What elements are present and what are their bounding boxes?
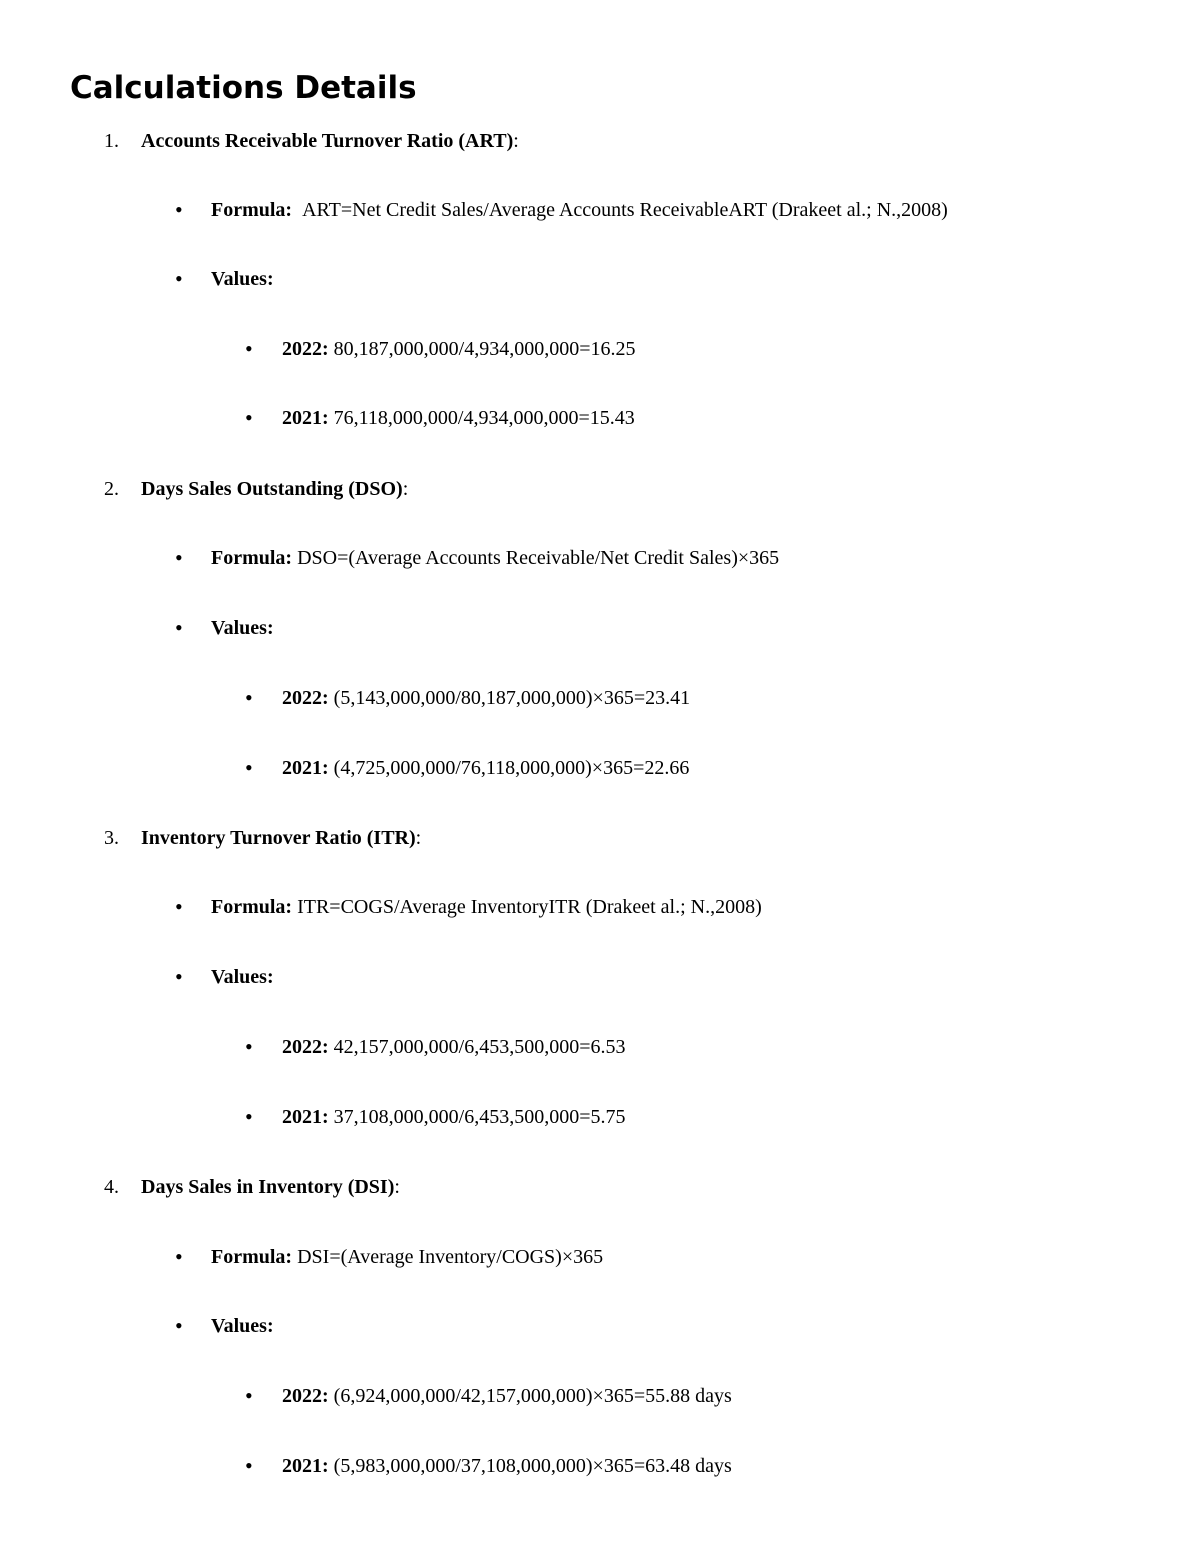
page-title: Calculations Details [70, 70, 417, 106]
values-label: Values: [211, 1315, 274, 1337]
value-year: 2021: [282, 757, 329, 779]
value-calc: 37,108,000,000/6,453,500,000=5.75 [333, 1106, 626, 1128]
value-calc: (4,725,000,000/76,118,000,000)×365=22.66 [333, 757, 690, 779]
section-title: Days Sales Outstanding (DSO) [141, 478, 403, 500]
bullet-icon: • [175, 1313, 183, 1338]
bullet-icon: • [245, 1104, 253, 1129]
section-colon: : [513, 130, 519, 152]
formula-label: Formula: [211, 547, 293, 569]
bullet-icon: • [175, 266, 183, 291]
bullet-icon: • [175, 894, 183, 919]
values-label: Values: [211, 268, 274, 290]
value-calc: 76,118,000,000/4,934,000,000=15.43 [333, 407, 635, 429]
bullet-icon: • [245, 685, 253, 710]
bullet-icon: • [175, 615, 183, 640]
bullet-icon: • [245, 1383, 253, 1408]
section-title: Inventory Turnover Ratio (ITR) [141, 827, 416, 849]
list-number: 4. [104, 1176, 119, 1198]
formula-label: Formula: [211, 896, 293, 918]
value-year: 2022: [282, 687, 329, 709]
list-number: 1. [104, 130, 119, 152]
values-label: Values: [211, 617, 274, 639]
bullet-icon: • [175, 964, 183, 989]
values-label: Values: [211, 966, 274, 988]
formula-text: DSI=(Average Inventory/COGS)×365 [297, 1246, 604, 1268]
list-number: 2. [104, 478, 119, 500]
value-year: 2021: [282, 407, 329, 429]
bullet-icon: • [245, 336, 253, 361]
list-number: 3. [104, 827, 119, 849]
value-calc: (5,143,000,000/80,187,000,000)×365=23.41 [333, 687, 691, 709]
bullet-icon: • [175, 197, 183, 222]
value-year: 2021: [282, 1106, 329, 1128]
value-calc: (5,983,000,000/37,108,000,000)×365=63.48 days [333, 1455, 732, 1477]
bullet-icon: • [175, 545, 183, 570]
value-year: 2022: [282, 338, 329, 360]
formula-text: DSO=(Average Accounts Receivable/Net Credit Sales)×365 [297, 547, 780, 569]
section-title: Days Sales in Inventory (DSI) [141, 1176, 395, 1198]
bullet-icon: • [175, 1244, 183, 1269]
section-colon: : [402, 478, 409, 500]
value-year: 2022: [282, 1036, 329, 1058]
formula-text: ITR=COGS/Average InventoryITR (Drakeet al.; N.,2008) [297, 896, 762, 918]
value-calc: (6,924,000,000/42,157,000,000)×365=55.88 days [333, 1385, 732, 1407]
bullet-icon: • [245, 405, 253, 430]
formula-text: ART=Net Credit Sales/Average Accounts ReceivableART (Drakeet al.; N.,2008) [302, 199, 948, 221]
section-title: Accounts Receivable Turnover Ratio (ART) [141, 130, 514, 152]
section-colon: : [415, 827, 422, 849]
value-year: 2022: [282, 1385, 329, 1407]
formula-label: Formula: [211, 1246, 293, 1268]
bullet-icon: • [245, 1453, 253, 1478]
section-colon: : [394, 1176, 400, 1198]
bullet-icon: • [245, 755, 253, 780]
value-calc: 42,157,000,000/6,453,500,000=6.53 [333, 1036, 626, 1058]
formula-label: Formula: [211, 199, 293, 221]
bullet-icon: • [245, 1034, 253, 1059]
value-year: 2021: [282, 1455, 329, 1477]
value-calc: 80,187,000,000/4,934,000,000=16.25 [333, 338, 636, 360]
